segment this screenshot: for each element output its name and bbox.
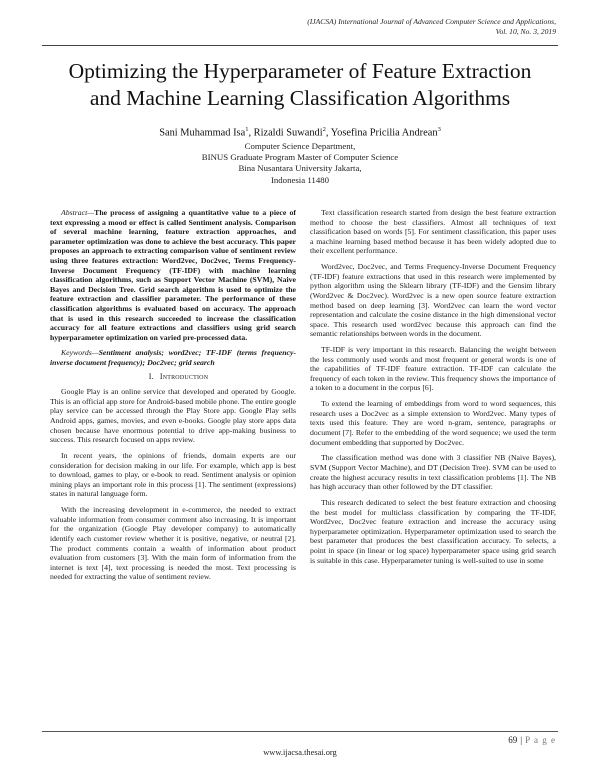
- footer-rule: [42, 731, 558, 732]
- title-line-2: and Machine Learning Classification Algorithms: [89, 86, 511, 110]
- keywords-text: Sentiment analysis; word2vec; TF-IDF (terms frequency-inverse document frequency); Doc2vec; grid search: [50, 348, 296, 367]
- affiliation-line: Bina Nusantara University Jakarta,: [238, 163, 362, 174]
- page-label: P a g e: [525, 735, 556, 745]
- section-heading: [50, 372, 296, 382]
- abstract-label: Abstract—: [61, 208, 95, 217]
- journal-name: (IJACSA) International Journal of Advanced Computer Science and Applications,: [307, 17, 556, 26]
- keywords-label: Keywords—: [61, 348, 99, 358]
- right-column: [310, 208, 556, 571]
- author-name: Yosefina Pricilia Andrean: [330, 127, 438, 139]
- author-marker: 1: [245, 126, 249, 133]
- paragraph: Google Play is an online service that developed and operated by Google. This is an official app store for Android-based mobile phone. The entire google play service can be accessed through the Play Store app. Google Play sells Android apps, games, movies, and even e-books. Google play store apps data chosen because have enormous potential to drive app-making business to success. This research focused on apps review.: [50, 387, 296, 445]
- paragraph: TF-IDF is very important in this research. Balancing the weight between the less commonly used words and most frequent or general words is one of the capabilities of TF-IDF feature extraction. TF-IDF can calculate the frequency of each token in the review. This frequency shows the importance of a token to a document in the corpus [6].: [310, 345, 556, 393]
- abstract: [50, 208, 296, 342]
- author-list: Sani Muhammad Isa$^1$, Rizaldi Suwandi$^2$, Yosefina Pricilia Andrean$^3$: [159, 126, 441, 139]
- affiliation-line: Computer Science Department,: [244, 141, 356, 151]
- paragraph: This research dedicated to select the best feature extraction and choosing the best model for multiclass classification by comparing the TF-IDF, Word2vec, Doc2vec feature extraction and increase the accuracy using hyperparameter optimization. Hyperparameter optimization used to search the best parameter that produces the best classification accuracy. To selects, a point in space (in linear or log space) hyperparameter space using grid search is suitable in this case. Hyperparameter tuning is well-suited to use in some: [310, 497, 556, 565]
- paragraph: To extend the learning of embeddings from word to word sequences, this research uses a Doc2vec as a simple extension to Word2vec. Many types of texts used this feature. They are word n-gram, sentence, paragraphs or document [7]. Refer to the embedding of the word sequence; we used the term document embedding that supported by Doc2vec.: [310, 399, 556, 447]
- paper-title: [30, 58, 570, 112]
- paragraph: The classification method was done with 3 classifier NB (Naive Bayes), SVM (Support Vector Machine), and DT (Decision Tree). SVM can be used to create the highest accuracy results in text classification problems [1]. The NB has high accuracy than other followed by the DT classifier.: [310, 453, 556, 492]
- journal-website: www.ijacsa.thesai.org: [263, 748, 337, 757]
- abstract-text: The process of assigning a quantitative value to a piece of text expressing a mood or effect is called Sentiment analysis. Comparison of several machine learning, feature extraction approaches, and parameter optimization was done to achieve the best accuracy. This paper proposes an approach to extracting comparison value of sentiment review using three features extraction: Word2vec, Doc2vec, Terms Frequency-Inverse Document Frequency (TF-IDF) with machine learning classification algorithms, such as Support Vector Machine (SVM), Naive Bayes and Decision Tree. Grid search algorithm is used to optimize the feature extraction and classifier parameter. The performance of these classification algorithms is evaluated based on accuracy. The approach that is used in this research succeeded to increase the classification accuracy for all feature extractions and classifiers using grid search hyperparameter optimization on varied pre-processed data.: [50, 208, 296, 342]
- section-title: Introduction: [159, 371, 209, 381]
- author-name: Sani Muhammad Isa: [159, 127, 246, 139]
- left-column: [50, 208, 296, 588]
- page-number-value: 69: [508, 735, 518, 745]
- paragraph: Word2vec, Doc2vec, and Terms Frequency-Inverse Document Frequency (TF-IDF) feature extractions that used in this research were implemented by python algorithm using the Sklearn library (TF-IDF) and the Gensim library (Word2vec & Doc2vec). Word2vec is a new open source feature extraction method based on deep learning [3]. Word2vec can learn the word vector representation and calculate the cosine distance in the high dimensional vector space. This research used word2vec because this approach can find the semantic relationships between words in the document.: [310, 262, 556, 339]
- paragraph: With the increasing development in e-commerce, the needed to extract valuable information from consumer comment also increasing. It is important for the organization (Google Play developer company) to automatically identify each customer review whether it is positive, negative, or neutral [2]. The product comments contain a wealth of information about product evaluation from customers [3]. With the main form of information from the internet is text [4], text processing is needed the most. Text processing is needed for extracting the value of sentiment review.: [50, 505, 296, 582]
- paragraph: In recent years, the opinions of friends, domain experts are our consideration for decision making in our life. For example, which app is best to download, games to play, or e-book to read. Sentiment analysis or opinion mining plays an important role in this process [1]. The sentiment (expressions) states in natural language form.: [50, 451, 296, 499]
- affiliation: [40, 141, 560, 186]
- keywords: [50, 348, 296, 367]
- page-number: [508, 735, 556, 745]
- author-marker: 2: [322, 126, 326, 133]
- header-rule: [42, 45, 558, 46]
- journal-volume: Vol. 10, No. 3, 2019: [495, 27, 556, 36]
- section-number: I.: [148, 371, 154, 381]
- paragraph: Text classification research started from design the best feature extraction method to choose the best classifiers. Almost all techniques of text classification based on words [5]. For sentiment classification, this paper uses a machine learning based method because it has been widely adopted due to their excellent performance.: [310, 208, 556, 256]
- page-separator: |: [520, 735, 523, 745]
- author-name: Rizaldi Suwandi: [253, 127, 323, 139]
- author-marker: 3: [437, 126, 441, 133]
- affiliation-line: BINUS Graduate Program Master of Computer Science: [201, 152, 399, 163]
- title-line-1: Optimizing the Hyperparameter of Feature Extraction: [68, 59, 532, 83]
- journal-header: [307, 17, 556, 37]
- affiliation-line: Indonesia 11480: [270, 174, 330, 185]
